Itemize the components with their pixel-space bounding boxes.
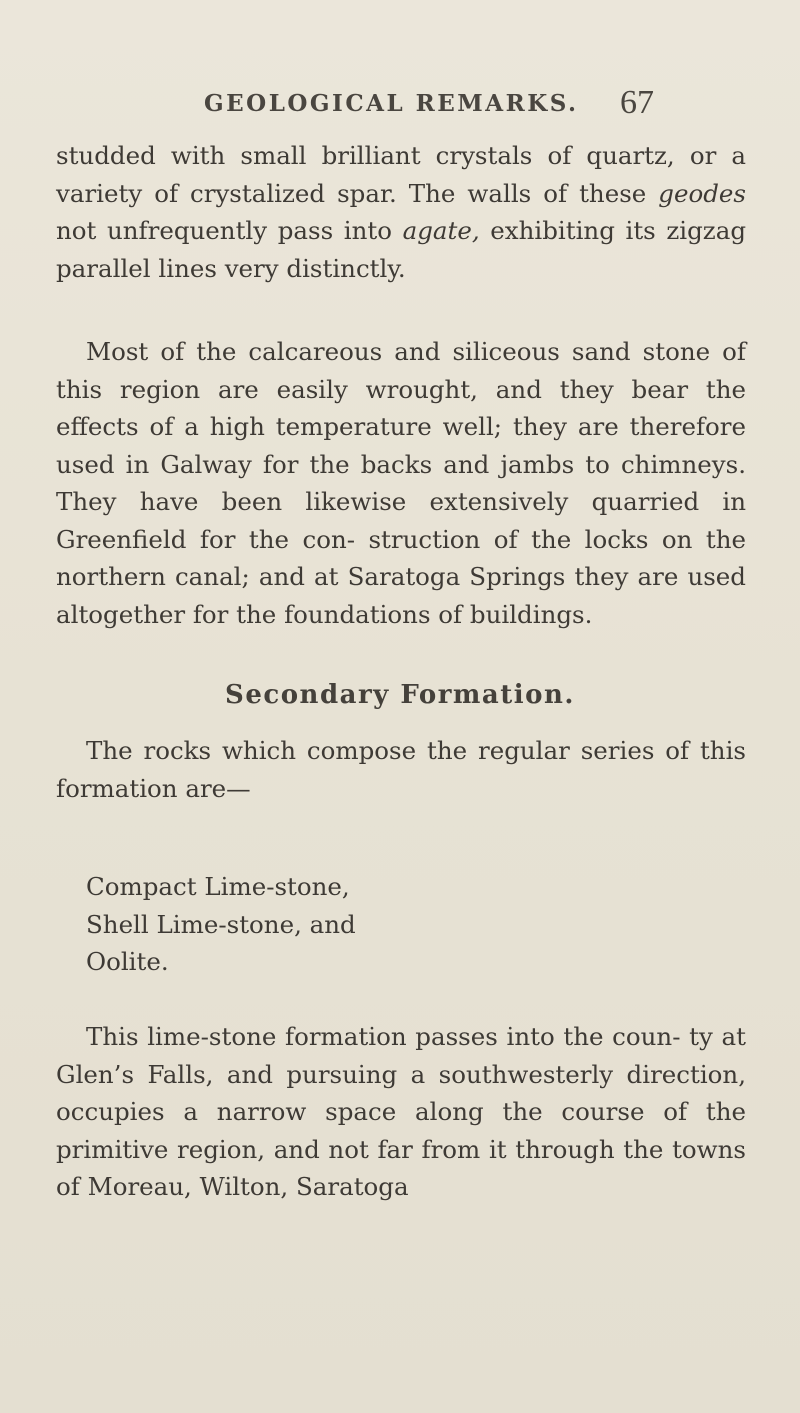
list-item: Oolite. [86, 947, 169, 976]
paragraph-limestone-formation: This lime-stone formation passes into the coun- ty at Glen’s Falls, and pursuing a southwesterly direction, occupies a narrow space along the course of the primitive region, and not far from it through the towns of Moreau, Wilton, Saratoga [56, 1022, 746, 1201]
paragraph-geodes-text-c: exhibiting its zigzag parallel lines very distinctly. [56, 216, 746, 283]
running-head: GEOLOGICAL REMARKS. [204, 90, 579, 117]
paragraph-geodes-text-a: studded with small brilliant crystals of quartz, or a variety of crystalized spar. The walls of these [56, 141, 746, 208]
paragraph-rocks-intro: The rocks which compose the regular series of this formation are— [56, 736, 746, 803]
list-item: Compact Lime-stone, [86, 872, 350, 901]
term-agate: agate, [402, 216, 480, 245]
page-header [0, 86, 800, 126]
paragraph-geodes [56, 137, 746, 287]
list-item: Shell Lime-stone, and [86, 909, 356, 939]
paragraph-sandstone: Most of the calcareous and siliceous sand stone of this region are easily wrought, and they bear the effects of a high temperature well; they are therefore used in Galway for the backs and jambs to chimneys. They have been likewise extensively quarried in Greenfield for the con- struction of the locks on the northern canal; and at Saratoga Springs they are used altogether for the foundations of buildings. [56, 337, 746, 629]
term-geodes: geodes [658, 178, 746, 208]
rock-series-list [86, 868, 356, 981]
section-heading: Secondary Formation. [225, 680, 575, 710]
page-number: 67 [620, 84, 654, 121]
paragraph-geodes-text-b: not unfrequently pass into [56, 216, 403, 245]
